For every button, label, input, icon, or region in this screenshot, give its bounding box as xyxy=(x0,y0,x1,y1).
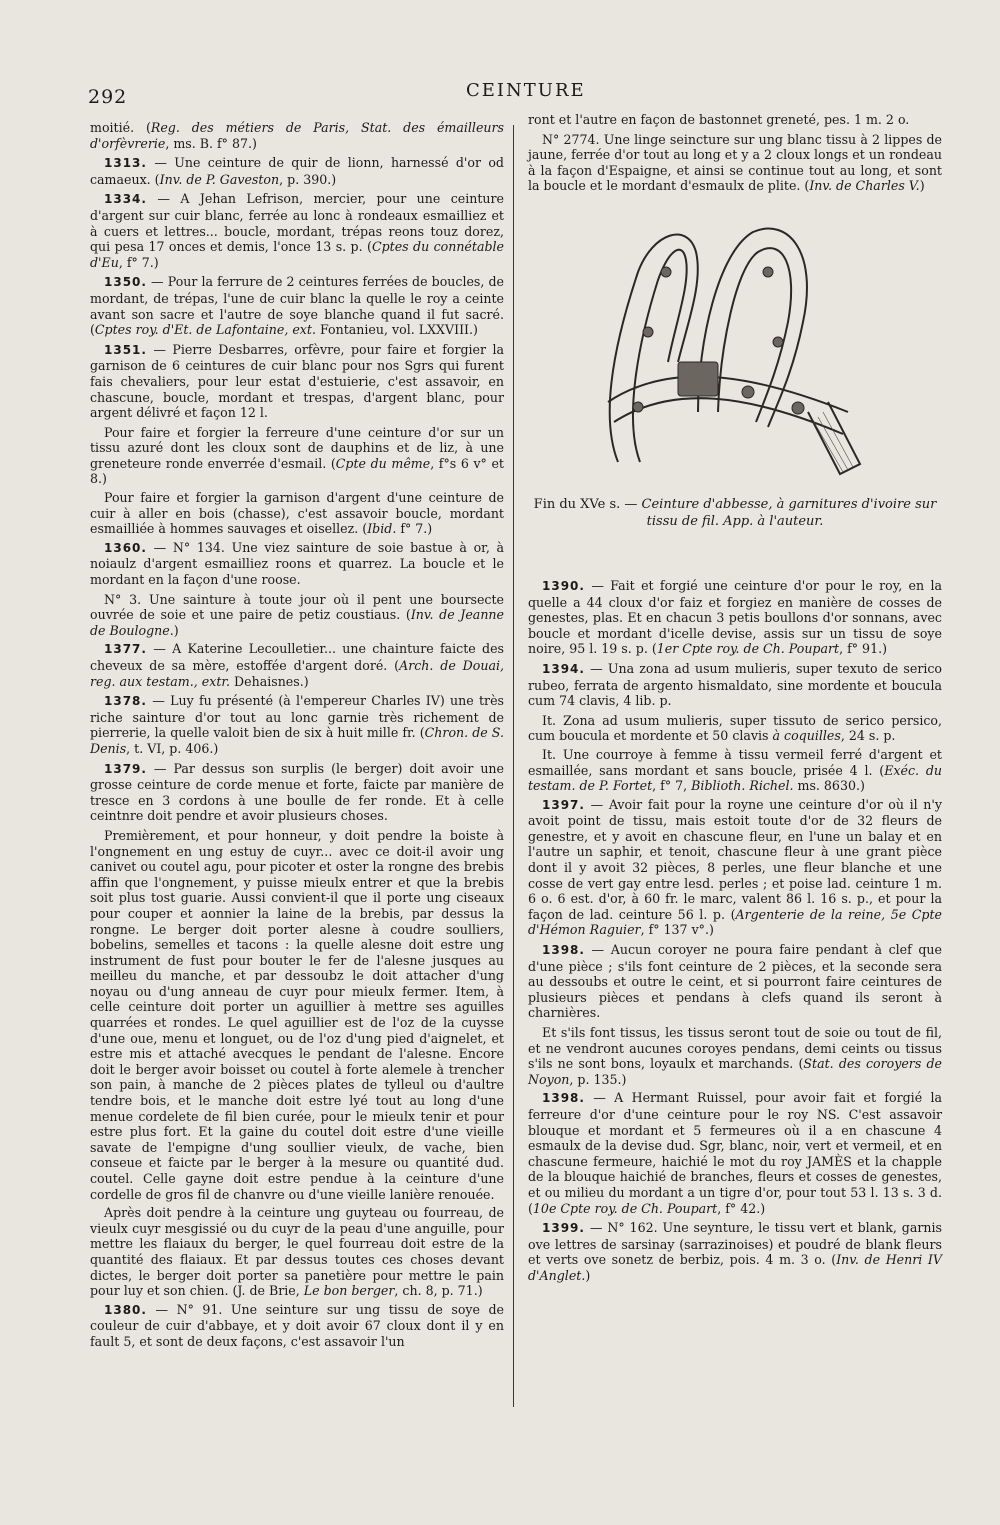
entry-1390 xyxy=(528,578,942,657)
entry-text: — N° 162. Une seynture, le tissu vert et blank, garnis ove lettres de sarsinay (sarrazinoises) et poudré de blank fleurs et verts ove sonetz de berbiz, pois. 4 m. 3 o. ( xyxy=(528,1220,942,1268)
entry-year: 1398. xyxy=(542,1091,585,1106)
source-citation: 1er Cpte roy. de Ch. Poupart xyxy=(656,641,840,657)
entry-1378 xyxy=(90,693,504,756)
entry-text: Après doit pendre à la ceinture ung guyteau ou fourreau, de vieulx cuyr mesgissié ou du cuyr de la peau d'une anguille, pour mettre les flaiaux du berger, le quel fourreau doit estre de la quantité des flaiaux. Et par dessus toutes ces choses devant dictes, le berger doit porter sa panetière pour mettre le pain pour luy et son chien. (J. de Brie, xyxy=(90,1205,504,1299)
entry-1394-paragraph xyxy=(528,747,942,794)
entry-1377 xyxy=(90,641,504,689)
entry-text: Et s'ils font tissus, les tissus seront tout de soie ou tout de fil, et ne vendront aucunes coroyes pendans, demi ceints ou tissus s'ils ne sont bons, loyaulx et marchands. ( xyxy=(528,1025,942,1072)
source-citation: Biblioth. Richel. xyxy=(691,778,794,794)
entry-text: — Una zona ad usum mulieris, super texuto de serico rubeo, ferrata de argento hismaldato, sine mordente et boucula cum 74 clavis, 4 lib. p. xyxy=(528,660,942,709)
entry-year: 1379. xyxy=(104,761,147,776)
entry-text: Dehaisnes.) xyxy=(230,673,309,689)
entry-text: ms. 8630.) xyxy=(793,778,865,794)
entry-1360 xyxy=(90,540,504,588)
entry-1397 xyxy=(528,797,942,938)
entry-text: — Une ceinture de quir de lionn, harnessé d'or od camaeux. ( xyxy=(90,155,504,187)
entry-year: 1350. xyxy=(104,275,147,290)
source-citation: Exéc. du testam. de P. Fortet xyxy=(528,762,942,794)
entry-1379 xyxy=(90,761,504,824)
source-citation: Inv. de Charles V. xyxy=(809,178,920,194)
entry-year: 1398. xyxy=(542,943,585,958)
caption-text: Ceinture d'abbesse, à garnitures d'ivoire sur tissu de fil. App. à l'auteur. xyxy=(641,496,937,529)
column-divider xyxy=(513,125,514,1407)
entry-text: , p. 135.) xyxy=(569,1071,627,1087)
entry-1394-paragraph xyxy=(528,713,942,744)
belt-buckle xyxy=(678,362,718,396)
source-citation: Cpte du même xyxy=(335,455,431,471)
running-title: CEINTURE xyxy=(466,80,586,101)
entry-text: — A Katerine Lecoulletier... une chainture faicte des cheveux de sa mère, estoffée d'argent doré. ( xyxy=(90,641,504,673)
entry-text: ) xyxy=(919,178,925,194)
entry-text: — Pour la ferrure de 2 ceintures ferrées de boucles, de mordant, de trépas, l'une de cuir blanc la quelle le roy a ceinte avant son sacre et l'autre de soye blanche quand il fut sacré. ( xyxy=(90,274,504,338)
source-citation: Inv. de Jeanne de Boulogne xyxy=(90,607,504,638)
entry-text: , ms. B. f° 87.) xyxy=(165,135,257,151)
entry-1350 xyxy=(90,274,504,337)
entry-year: 1399. xyxy=(542,1221,585,1236)
source-citation: Chron. de S. Denis xyxy=(90,725,504,756)
entry-1398-a-paragraph xyxy=(528,1025,942,1087)
source-citation: Le bon berger xyxy=(303,1283,395,1299)
entry-text: , f° 7.) xyxy=(118,254,159,270)
entry-text: , 24 s. p. xyxy=(840,728,896,744)
entry-text: Pour faire et forgier la ferreure d'une ceinture d'or sur un tissu azuré dont les cloux sont de dauphins et de liz, à une greneteure ronde enverrée d'esmail. ( xyxy=(90,424,504,471)
entry-1360-paragraph xyxy=(90,592,504,639)
source-citation: Argenterie de la reine, 5e Cpte d'Hémon Raguier xyxy=(528,906,942,938)
source-citation: Inv. de Henri IV d'Anglet. xyxy=(528,1252,942,1283)
entry-text: , f° 91.) xyxy=(839,641,888,657)
entry-continuation xyxy=(90,120,504,151)
entry-year: 1334. xyxy=(104,192,147,207)
entry-text: .) xyxy=(169,622,179,638)
entry-text: — A Jehan Lefrison, mercier, pour une ceinture d'argent sur cuir blanc, ferrée au lonc à rondeaux esmailliez et à cuers et lettres... boucle, mordant, trépas reons touz dorez, qui pesa 17 onces et demis, l'once 13 s. p. ( xyxy=(90,191,504,255)
entry-text: , f° 42.) xyxy=(717,1200,766,1216)
figure-caption xyxy=(528,496,942,530)
entry-text: — Luy fu présenté (à l'empereur Charles IV) une très riche sainture d'or tout au lonc garnie très richement de pierrerie, la quelle valoit bien de six à huit mille fr. ( xyxy=(90,693,504,741)
belt-pendant xyxy=(808,402,860,474)
belt-strap-left xyxy=(610,235,698,462)
entry-text: — Pierre Desbarres, orfèvre, pour faire et forgier la garnison de 6 ceintures de cuir blanc pour nos Sgrs qui furent fais chevaliers, pour leur estat d'estuierie, c'est assavoir, en chascune, boucle, mordant et trespas, d'argent blanc, pour argent délivré et façon 12 l. xyxy=(90,341,504,421)
entry-text: Fontanieu, vol. LXXVIII.) xyxy=(315,322,478,338)
belt-illustration xyxy=(528,202,942,492)
entry-text: — N° 91. Une seinture sur ung tissu de soye de couleur de cuir d'abbaye, et y doit avoir 67 cloux dont il y en fault 5, et sont de deux façons, c'est assavoir l'un xyxy=(90,1301,504,1349)
entry-text: It. Une courroye à femme à tissu vermeil ferré d'argent et esmaillée, sans mordant et sans boucle, prisée 4 l. ( xyxy=(528,746,942,778)
entry-text: f° 7.) xyxy=(396,521,433,537)
caption-date: Fin du XVe s. — xyxy=(533,496,638,512)
entry-text: , t. VI, p. 406.) xyxy=(126,740,219,756)
entry-year: 1351. xyxy=(104,342,147,357)
source-citation: Stat. des coroyers de Noyon xyxy=(528,1056,942,1087)
entry-text: — Aucun coroyer ne poura faire pendant à clef que d'une pièce ; s'ils font ceinture de 2 pièces, et la seconde sera au dessoubs et outre le ceint, et si pourront faire ceintures de plusieurs pièces et pendans à clefs quand ils seront à charnières. xyxy=(528,942,942,1021)
entry-1394 xyxy=(528,661,942,709)
entry-year: 1380. xyxy=(104,1302,147,1317)
entry-year: 1394. xyxy=(542,661,585,676)
entry-1398-b xyxy=(528,1090,942,1216)
entry-1380 xyxy=(90,1302,504,1350)
entry-1399 xyxy=(528,1220,942,1283)
emphasis-text: à coquilles xyxy=(772,728,841,744)
entry-text: Pour faire et forgier la garnison d'argent d'une ceinture de cuir à aller en bois (chasse), c'est assavoir boucle, mordant esmailliée à hommes sauvages et oisellez. ( xyxy=(90,490,504,537)
entry-text: N° 3. Une sainture à toute jour où il pent une boursecte ouvrée de soie et une paire de petiz coustiaus. ( xyxy=(90,591,504,623)
entry-text: — A Hermant Ruissel, pour avoir fait et forgié la ferreure d'or d'une ceinture pour le roy NS. C'est assavoir blouque et mordant et 5 fermeures où il a en chascune 4 esmaulx de la devise dud. Sgr, blanc, noir, vert et vermeil, et en chascune fermeure, haichié le mot du roy JAMÈS et la chapple de la blouque haichié de branches, fleurs et cosses de genestes, et ou milieu du mordant a un tigre d'or, pour tout 53 l. 13 s. 3 d. ( xyxy=(528,1090,942,1216)
entry-year: 1397. xyxy=(542,797,585,812)
source-citation: Inv. de P. Gaveston xyxy=(159,171,280,187)
entry-text: , f° 137 v°.) xyxy=(640,922,714,938)
source-citation: Cptes roy. d'Et. de Lafontaine, ext. xyxy=(94,322,316,338)
entry-1351 xyxy=(90,342,504,421)
entry-year: 1360. xyxy=(104,540,147,555)
entry-1398-a xyxy=(528,942,942,1021)
entry-text: — Fait et forgié une ceinture d'or pour le roy, en la quelle a 44 cloux d'or faiz et forgiez en manière de cosses de genestes, plas. Et en chacun 3 petis boullons d'or sonnans, avec boucle et mordant d'icelle devise, assis sur un tissu de soye noire, 95 l. 19 s. p. ( xyxy=(528,577,942,657)
source-citation: Arch. de Douai, reg. aux testam., extr. xyxy=(90,658,504,689)
entry-1313 xyxy=(90,155,504,187)
page-number: 292 xyxy=(88,86,128,108)
source-citation: 10e Cpte roy. de Ch. Poupart xyxy=(532,1200,718,1216)
source-citation: Cptes du connétable d'Eu xyxy=(90,239,504,270)
entry-continuation: ront et l'autre en façon de bastonnet greneté, pes. 1 m. 2 o. xyxy=(528,112,910,127)
entry-text: — Avoir fait pour la royne une ceinture d'or où il n'y avoit point de tissu, mais estoit toute d'or de 32 fleurs de genestre, et y avoit en chascune fleur, en l'une un balay et en l'autre un saphir, et tenoit, chascune fleur à une grant pièce dont il y avoit 32 pièces, 8 perles, une fleur blanche et une cosse de vert gay entre lesd. perles ; et poise lad. ceinture 1 m. 6 o. 6 est. d'or, à 60 fr. le marc, valent 86 l. 16 s. p., et pour la façon de lad. ceinture 56 l. p. ( xyxy=(528,796,942,922)
entry-text: moitié. ( xyxy=(90,120,151,135)
entry-1334 xyxy=(90,191,504,270)
entry-text: — N° 134. Une viez sainture de soie bastue à or, à noiaulz d'argent esmailliez roons et quarrez. La boucle et le mordant en la façon d'une roose. xyxy=(90,539,504,588)
entry-text: ) xyxy=(585,1267,591,1283)
entry-1351-paragraph xyxy=(90,425,504,487)
entry-text: , ch. 8, p. 71.) xyxy=(394,1283,483,1299)
entry-1351-paragraph xyxy=(90,490,504,537)
left-column xyxy=(90,120,504,1354)
entry-text: N° 2774. Une linge seincture sur ung blanc tissu à 2 lippes de jaune, ferrée d'or tout au long et y a 2 cloux longs et un rondeau à la façon d'Espaigne, et ainsi se continue tout au long, et sont la boucle et le mordant d'esmaulx de plite. ( xyxy=(528,131,942,194)
source-citation: Reg. des métiers de Paris, Stat. des émailleurs d'orfèvrerie xyxy=(90,120,504,151)
entry-text: , p. 390.) xyxy=(279,171,337,187)
entry-year: 1390. xyxy=(542,578,585,593)
right-column xyxy=(528,112,942,1288)
source-citation: Ibid. xyxy=(367,521,397,537)
entry-year: 1378. xyxy=(104,694,147,709)
entry-text: , f° 7, xyxy=(652,778,692,794)
entry-text: It. Zona ad usum mulieris, super tissuto de serico persico, cum boucula et mordente et 50 clavis xyxy=(528,712,942,744)
entry-text: — Par dessus son surplis (le berger) doit avoir une grosse ceinture de corde menue et forte, faicte par manière de tresce en 3 cordons à une boulle de fer ronde. Et à celle ceintnre doit pendre et avoir plusieurs choses. xyxy=(90,760,504,824)
entry-year: 1377. xyxy=(104,642,147,657)
entry-text: , f°s 6 v° et 8.) xyxy=(90,455,504,487)
entry-1379-paragraph: Premièrement, et pour honneur, y doit pendre la boiste à l'ongnement en ung estuy de cuyr... avec ce doit-il avoir ung canivet ou coutel agu, pour picoter et oster la rongne des brebis affin que l'ongnement, y puisse mieulx entrer et que la brebis soit plus tost guarie. Aussi convient-il que il porte ung ciseaux pour couper et aonnier la laine de la brebis, par dessus la rongne. Le berger doit porter alesne à coudre soulliers, bobelins, semelles et tacons : la quelle alesne doit estre ung instrument de fust pour bouter le fer de l'alesne jusques au meilleu du manche, et par dessoubz le doit attacher d'ung noyau ou d'ung anneau de cuyr pour mieulx fermer. Item, à celle ceinture doit porter un aguillier à mettre ses aguilles quarrées et rondes. Le quel aguillier est de l'oz de la cuysse d'une oue, menu et longuet, ou de l'oz d'ung pied d'aignelet, et estre mis et attaché avecques le pendant de l'alesne. Encore doit le berger avoir boisset ou coutel à forte alemele à trencher son pain, à manche de 2 pièces plates de tylleul ou d'aultre tendre bois, et le manche doit estre lyé tout au long d'une menue cordelete de fil bien curée, pour le mieulx tenir et pour estre plus fort. Et la gaine du coutel doit estre d'une vieille savate de l'empigne d'ung soullier vieulx, de vache, bien conseue et faicte par le berger à la mesure ou quantité dud. coutel. Celle gayne doit estre pendue à la ceinture d'une cordelle de gros fil de chanvre ou d'une vieille lanière renouée. xyxy=(90,827,504,1202)
entry-year: 1313. xyxy=(104,156,147,171)
belt-engraving-image xyxy=(578,212,878,482)
entry-1379-paragraph xyxy=(90,1205,504,1299)
entry-2774 xyxy=(528,132,942,194)
